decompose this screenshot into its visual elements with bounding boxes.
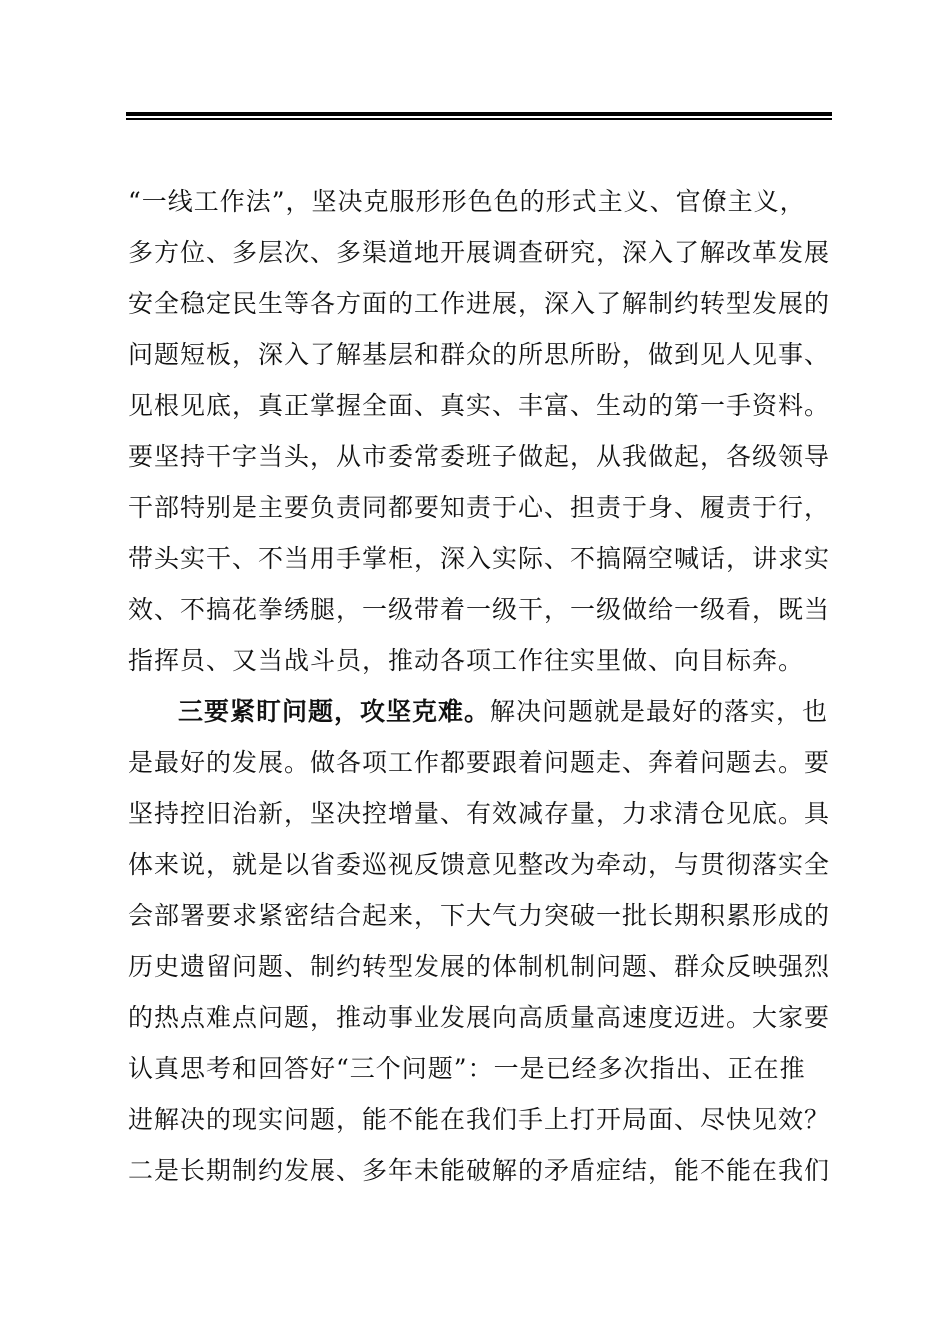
header-rule-thick bbox=[126, 112, 832, 116]
document-body bbox=[128, 176, 848, 1196]
text-run: 解决问题就是最好的落实，也 bbox=[490, 697, 829, 726]
text-line: 历史遗留问题、制约转型发展的体制机制问题、群众反映强烈 bbox=[128, 952, 831, 981]
text-line: 二是长期制约发展、多年未能破解的矛盾症结，能不能在我们 bbox=[128, 1156, 831, 1185]
text-line: 指挥员、又当战斗员，推动各项工作往实里做、向目标奔。 bbox=[128, 646, 805, 675]
text-line: 问题短板，深入了解基层和群众的所思所盼，做到见人见事、 bbox=[128, 340, 831, 369]
paragraph-2 bbox=[128, 686, 848, 1196]
text-line: 认真思考和回答好“三个问题”：一是已经多次指出、正在推 bbox=[128, 1054, 806, 1083]
text-line: 进解决的现实问题，能不能在我们手上打开局面、尽快见效？ bbox=[128, 1105, 831, 1134]
text-line: “一线工作法”，坚决克服形形色色的形式主义、官僚主义， bbox=[128, 187, 806, 216]
text-line: 要坚持干字当头，从市委常委班子做起，从我做起，各级领导 bbox=[128, 442, 831, 471]
paragraph-2-first-line bbox=[128, 686, 848, 737]
text-line: 会部署要求紧密结合起来，下大气力突破一批长期积累形成的 bbox=[128, 901, 831, 930]
text-line: 多方位、多层次、多渠道地开展调查研究，深入了解改革发展 bbox=[128, 238, 831, 267]
section-heading-lead: 三要紧盯问题，攻坚克难。 bbox=[178, 697, 491, 726]
text-line: 带头实干、不当用手掌柜，深入实际、不搞隔空喊话，讲求实 bbox=[128, 544, 831, 573]
text-line: 是最好的发展。做各项工作都要跟着问题走、奔着问题去。要 bbox=[128, 748, 831, 777]
paragraph-1 bbox=[128, 176, 848, 686]
text-line: 干部特别是主要负责同都要知责于心、担责于身、履责于行， bbox=[128, 493, 831, 522]
header-rule-thin bbox=[126, 118, 832, 120]
text-line: 坚持控旧治新，坚决控增量、有效减存量，力求清仓见底。具 bbox=[128, 799, 831, 828]
text-line: 的热点难点问题，推动事业发展向高质量高速度迈进。大家要 bbox=[128, 1003, 831, 1032]
text-line: 效、不搞花拳绣腿，一级带着一级干，一级做给一级看，既当 bbox=[128, 595, 831, 624]
text-line: 安全稳定民生等各方面的工作进展，深入了解制约转型发展的 bbox=[128, 289, 831, 318]
text-line: 体来说，就是以省委巡视反馈意见整改为牵动，与贯彻落实全 bbox=[128, 850, 831, 879]
text-line: 见根见底，真正掌握全面、真实、丰富、生动的第一手资料。 bbox=[128, 391, 831, 420]
